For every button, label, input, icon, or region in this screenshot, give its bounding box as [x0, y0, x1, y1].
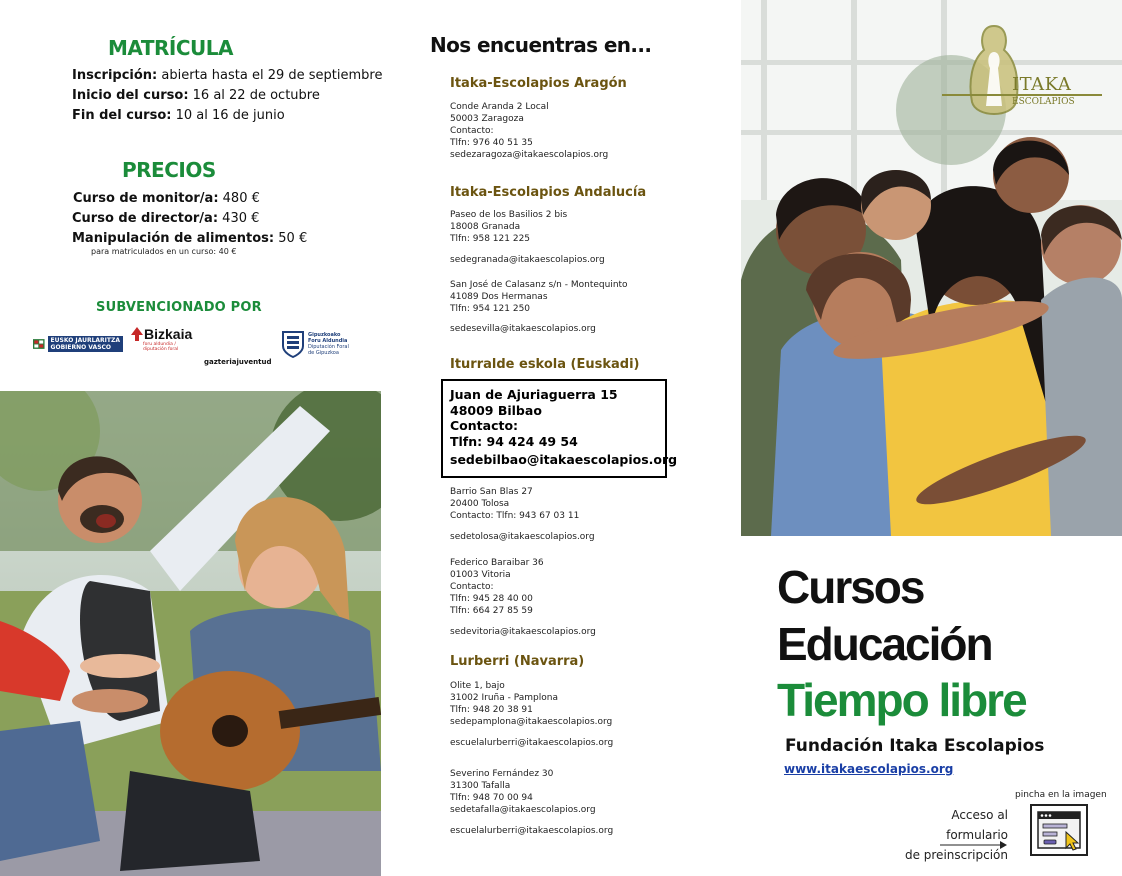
bilbao-phone: Tlfn: 94 424 49 54	[450, 433, 578, 449]
bizkaia-name: Bizkaia	[144, 326, 193, 342]
granada-email: sedegranada@itakaescolapios.org	[450, 255, 605, 265]
bilbao-street: Juan de Ajuriaguerra 15	[450, 387, 618, 402]
fin-label: Fin del curso:	[72, 108, 172, 123]
gipuzkoa-shield-icon	[281, 330, 305, 358]
inicio-label: Inicio del curso:	[72, 88, 189, 103]
pamplona-address: Olite 1, bajo 31002 Iruña - Pamplona Tlfn: 948 20 38 91 sedepamplona@itakaescolapios.org	[450, 681, 613, 727]
fin-line	[72, 108, 285, 123]
aragon-address: Conde Aranda 2 Local 50003 Zaragoza Contacto: Tlfn: 976 40 51 35 sedezaragoza@itakaescolapios.org	[450, 102, 609, 160]
euskadi-title: Iturralde eskola (Euskadi)	[450, 357, 640, 372]
inicio-value: 16 al 22 de octubre	[192, 88, 320, 103]
navarra-title: Lurberri (Navarra)	[450, 654, 585, 669]
aragon-title: Itaka-Escolapios Aragón	[450, 76, 627, 91]
itaka-logo-sub: ESCOLAPIOS	[1012, 97, 1075, 107]
matricula-title: MATRÍCULA	[108, 36, 233, 60]
alimentos-value: 50 €	[278, 231, 308, 246]
vitoria-email: sedevitoria@itakaescolapios.org	[450, 627, 596, 637]
fin-value: 10 al 16 de junio	[175, 108, 285, 123]
gobierno-vasco-emblem-icon	[33, 333, 45, 355]
sevilla-address: San José de Calasanz s/n - Montequinto 41089 Dos Hermanas Tlfn: 954 121 250	[450, 280, 628, 314]
precios-title: PRECIOS	[122, 158, 216, 182]
director-value: 430 €	[222, 211, 260, 226]
photo-group-hug	[741, 0, 1122, 536]
subvencion-title: SUBVENCIONADO POR	[96, 300, 262, 315]
bizkaia-tree-icon	[131, 327, 143, 341]
bizkaia-sub: foru aldundia / diputación foral	[143, 342, 179, 352]
title-tiempo-libre: Tiempo libre	[777, 674, 1026, 726]
gazteria-name: gazteria	[204, 358, 237, 366]
tafalla-email2: escuelalurberri@itakaescolapios.org	[450, 826, 614, 836]
gobierno-vasco-logo	[33, 333, 123, 355]
preinscripcion-form-button[interactable]	[1030, 804, 1088, 856]
acceso-text	[886, 805, 1008, 865]
gipuzkoa-line3: Diputación Foral	[308, 344, 349, 350]
form-window-cursor-icon	[1030, 804, 1088, 856]
photo-friends-guitar	[0, 391, 381, 876]
gobierno-vasco-line2: GOBIERNO VASCO	[50, 344, 112, 351]
inscripcion-value: abierta hasta el 29 de septiembre	[161, 68, 383, 83]
bizkaia-logo	[131, 326, 193, 360]
andalucia-title: Itaka-Escolapios Andalucía	[450, 185, 647, 200]
alimentos-label: Manipulación de alimentos:	[72, 231, 275, 246]
encuentras-title: Nos encuentras en...	[430, 33, 652, 57]
inscripcion-line	[72, 68, 382, 83]
granada-address: Paseo de los Basilios 2 bis 18008 Granada Tlfn: 958 121 225	[450, 210, 568, 244]
gipuzkoa-logo	[281, 326, 355, 362]
director-label: Curso de director/a:	[72, 211, 219, 226]
monitor-value: 480 €	[222, 191, 260, 206]
title-cursos: Cursos	[777, 561, 924, 613]
website-link[interactable]: www.itakaescolapios.org	[784, 762, 954, 776]
acceso-line1: Acceso al formulario	[946, 808, 1008, 842]
friends-guitar-image	[0, 391, 381, 876]
gazteria-logo	[204, 326, 270, 366]
bilbao-contact-box	[441, 379, 678, 478]
bilbao-email: sedebilbao@itakaescolapios.org	[450, 452, 678, 467]
sevilla-email: sedesevilla@itakaescolapios.org	[450, 324, 596, 334]
gipuzkoa-line1: Gipuzkoako	[308, 332, 341, 338]
acceso-line2: de preinscripción	[904, 848, 1008, 862]
itaka-logo-name: ITAKA	[1012, 74, 1072, 95]
fundacion-name: Fundación Itaka Escolapios	[785, 736, 1045, 756]
bilbao-city: 48009 Bilbao	[450, 402, 542, 418]
monitor-label: Curso de monitor/a:	[73, 191, 219, 206]
director-price	[72, 211, 259, 226]
itaka-keyhole-icon	[964, 22, 1024, 122]
gipuzkoa-line2: Foru Aldundia	[308, 338, 348, 344]
alimentos-price	[72, 231, 307, 246]
vitoria-address: Federico Baraibar 36 01003 Vitoria Contacto: Tlfn: 945 28 40 00 Tlfn: 664 27 85 59	[450, 558, 544, 616]
tafalla-address: Severino Fernández 30 31300 Tafalla Tlfn: 948 70 00 94 sedetafalla@itakaescolapios.org	[450, 769, 596, 815]
inscripcion-label: Inscripción:	[72, 68, 158, 83]
itaka-logo	[964, 22, 1109, 122]
gipuzkoa-line4: de Gipuzkoa	[308, 350, 339, 356]
gobierno-vasco-line1: EUSKO JAURLARITZA	[50, 337, 120, 344]
pamplona-email2: escuelalurberri@itakaescolapios.org	[450, 738, 614, 748]
alimentos-note: para matriculados en un curso: 40 €	[91, 247, 237, 256]
monitor-price	[73, 191, 260, 206]
arrow-right-icon	[940, 840, 1008, 850]
juventud-name: juventud	[236, 358, 272, 366]
inicio-line	[72, 88, 320, 103]
bilbao-contact-label: Contacto:	[450, 418, 519, 433]
title-educacion: Educación	[777, 618, 992, 670]
tolosa-email: sedetolosa@itakaescolapios.org	[450, 532, 595, 542]
tolosa-address: Barrio San Blas 27 20400 Tolosa Contacto: Tlfn: 943 67 03 11	[450, 487, 580, 521]
pincha-hint: pincha en la imagen	[1015, 790, 1107, 800]
